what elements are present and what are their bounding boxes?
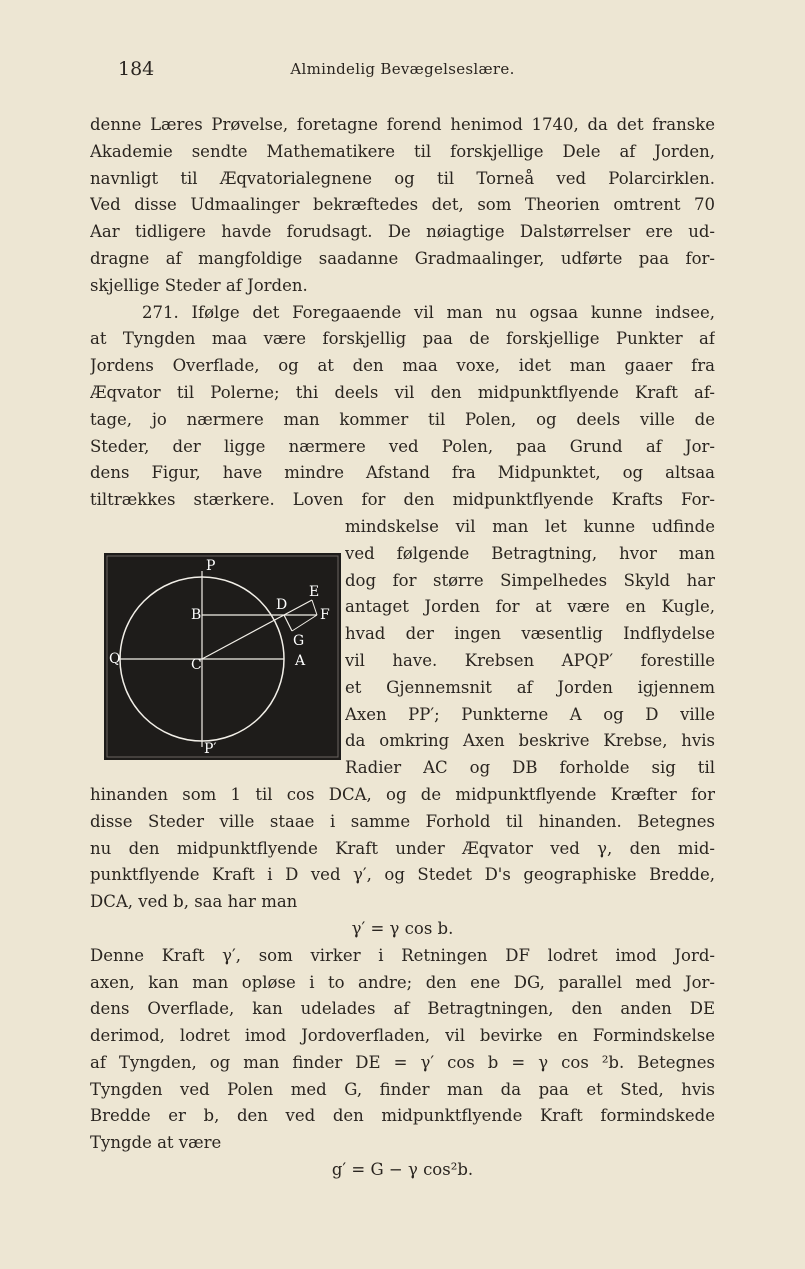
label-p-prime: P′ bbox=[204, 741, 217, 757]
text-line: dog for større Simpelhedes Skyld har bbox=[345, 570, 715, 590]
text-line: af Tyngden, og man finder DE = γ′ cos b = γ cos ²b. Betegnes bbox=[90, 1052, 715, 1072]
text-line: mindskelse vil man let kunne udfinde bbox=[345, 516, 715, 536]
text-line: antaget Jorden for at være en Kugle, bbox=[345, 597, 715, 617]
text-line: dens Figur, have mindre Afstand fra Midpunktet, og altsaa bbox=[90, 463, 715, 483]
text-line: axen, kan man opløse i to andre; den ene DG, parallel med Jor- bbox=[90, 972, 715, 992]
text-line: Bredde er b, den ved den midpunktflyende Kraft formindskede bbox=[90, 1106, 715, 1126]
text-line: derimod, lodret imod Jordoverfladen, vil bevirke en Formindskelse bbox=[90, 1026, 715, 1046]
text-line: 271. Ifølge det Foregaaende vil man nu ogsaa kunne indsee, bbox=[142, 302, 715, 322]
text-line: hvad der ingen væsentlig Indflydelse bbox=[345, 624, 715, 644]
text-line: skjellige Steder af Jorden. bbox=[90, 275, 308, 295]
text-line: dens Overflade, kan udelades af Betragtningen, den anden DE bbox=[90, 999, 715, 1019]
label-e: E bbox=[309, 584, 320, 600]
formula: γ′ = γ cos b. bbox=[351, 918, 454, 938]
text-line: denne Læres Prøvelse, foretagne forend henimod 1740, da det franske bbox=[90, 115, 715, 134]
text-line: Ved disse Udmaalinger bekræftedes det, som Theorien omtrent 70 bbox=[90, 195, 715, 215]
label-a: A bbox=[295, 653, 306, 669]
text-line: navnligt til Æqvatorialegnene og til Torneå ved Polarcirklen. bbox=[90, 168, 715, 188]
page-header bbox=[90, 58, 715, 86]
label-g: G bbox=[293, 633, 305, 649]
text-line: vil have. Krebsen APQP′ forestille bbox=[345, 650, 715, 670]
text-line: nu den midpunktflyende Kraft under Æqvator ved γ, den mid- bbox=[90, 838, 715, 858]
text-line: Tyngden ved Polen med G, finder man da paa et Sted, hvis bbox=[90, 1079, 715, 1099]
label-b: B bbox=[191, 607, 202, 623]
text-line: Jordens Overflade, og at den maa voxe, idet man gaaer fra bbox=[90, 356, 715, 376]
label-d: D bbox=[276, 597, 288, 613]
text-line: Akademie sendte Mathematikere til forskjellige Dele af Jorden, bbox=[90, 141, 715, 161]
text-line: et Gjennemsnit af Jorden igjennem bbox=[345, 677, 715, 697]
text-line: da omkring Axen beskrive Krebse, hvis bbox=[345, 731, 715, 751]
label-f: F bbox=[320, 607, 330, 623]
text-line: tage, jo nærmere man kommer til Polen, og deels ville de bbox=[90, 409, 715, 429]
text-line: Axen PP′; Punkterne A og D ville bbox=[345, 704, 715, 724]
text-line: hinanden som 1 til cos DCA, og de midpunktflyende Kræfter for bbox=[90, 784, 715, 804]
text-line: dragne af mangfoldige saadanne Gradmaalinger, udførte paa for- bbox=[90, 248, 715, 268]
text-line: disse Steder ville staae i samme Forhold til hinanden. Betegnes bbox=[90, 811, 715, 831]
page-number: 184 bbox=[118, 58, 155, 80]
running-title: Almindelig Bevægelseslære. bbox=[290, 60, 515, 78]
figure-background bbox=[104, 553, 341, 760]
formula: g′ = G − γ cos²b. bbox=[331, 1160, 474, 1180]
figure-svg bbox=[104, 553, 341, 760]
text-line: tiltrækkes stærkere. Loven for den midpunktflyende Krafts For- bbox=[90, 490, 715, 510]
text-line: Radier AC og DB forholde sig til bbox=[345, 758, 715, 778]
text-line: Æqvator til Polerne; thi deels vil den midpunktflyende Kraft af- bbox=[90, 382, 715, 402]
label-p: P bbox=[206, 558, 216, 574]
label-c: C bbox=[191, 657, 202, 673]
earth-section-figure bbox=[104, 553, 341, 760]
text-line: Steder, der ligge nærmere ved Polen, paa Grund af Jor- bbox=[90, 436, 715, 456]
text-line: Aar tidligere havde forudsagt. De nøiagtige Dalstørrelser ere ud- bbox=[90, 222, 715, 242]
label-q: Q bbox=[109, 651, 121, 667]
text-line: DCA, ved b, saa har man bbox=[90, 892, 298, 912]
text-line: punktflyende Kraft i D ved γ′, og Stedet D's geographiske Bredde, bbox=[90, 865, 715, 885]
text-line: at Tyngden maa være forskjellig paa de forskjellige Punkter af bbox=[90, 329, 715, 349]
text-line: ved følgende Betragtning, hvor man bbox=[345, 543, 715, 563]
text-line: Tyngde at være bbox=[90, 1133, 222, 1153]
text-line: Denne Kraft γ′, som virker i Retningen DF lodret imod Jord- bbox=[90, 945, 715, 965]
